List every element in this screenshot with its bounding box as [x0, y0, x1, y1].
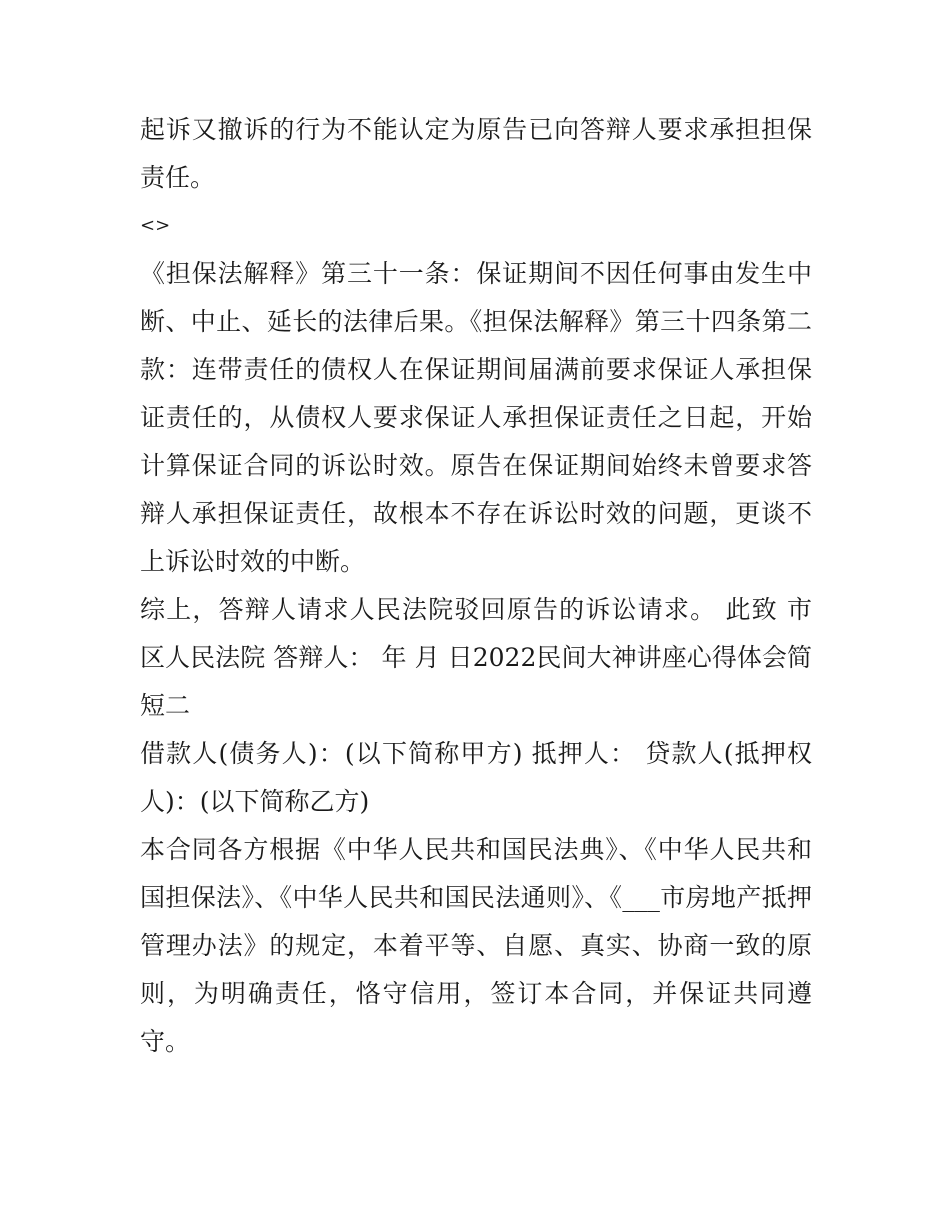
paragraph-guarantee-period: 《担保法解释》第三十一条：保证期间不因任何事由发生中断、中止、延长的法律后果。《担保法解释》第三十四条第二款：连带责任的债权人在保证期间届满前要求保证人承担保证责任的，从债权人要求保证人承担保证责任之日起，开始计算保证合同的诉讼时效。原告在保证期间始终未曾要求答辩人承担保证责任，故根本不存在诉讼时效的问题，更谈不上诉讼时效的中断。: [140, 259, 812, 576]
paragraph-conclusion: 综上，答辩人请求人民法院驳回原告的诉讼请求。 此致 市 区人民法院 答辩人： 年 月 日2022民间大神讲座心得体会简短二: [140, 595, 812, 720]
paragraph-contract-basis: 本合同各方根据《中华人民共和国民法典》、《中华人民共和国担保法》、《中华人民共和国民法通则》、《___市房地产抵押管理办法》的规定，本着平等、自愿、真实、协商一致的原则，为明确责任，恪守信用，签订本合同，并保证共同遵守。: [140, 835, 812, 1056]
paragraph-parties: 借款人(债务人)：(以下简称甲方) 抵押人： 贷款人(抵押权人)：(以下简称乙方): [140, 739, 812, 816]
paragraph-marker: <>: [140, 215, 171, 236]
document-body: [140, 106, 812, 1066]
paragraph-withdrawal: 起诉又撤诉的行为不能认定为原告已向答辩人要求承担担保责任。: [140, 115, 812, 192]
